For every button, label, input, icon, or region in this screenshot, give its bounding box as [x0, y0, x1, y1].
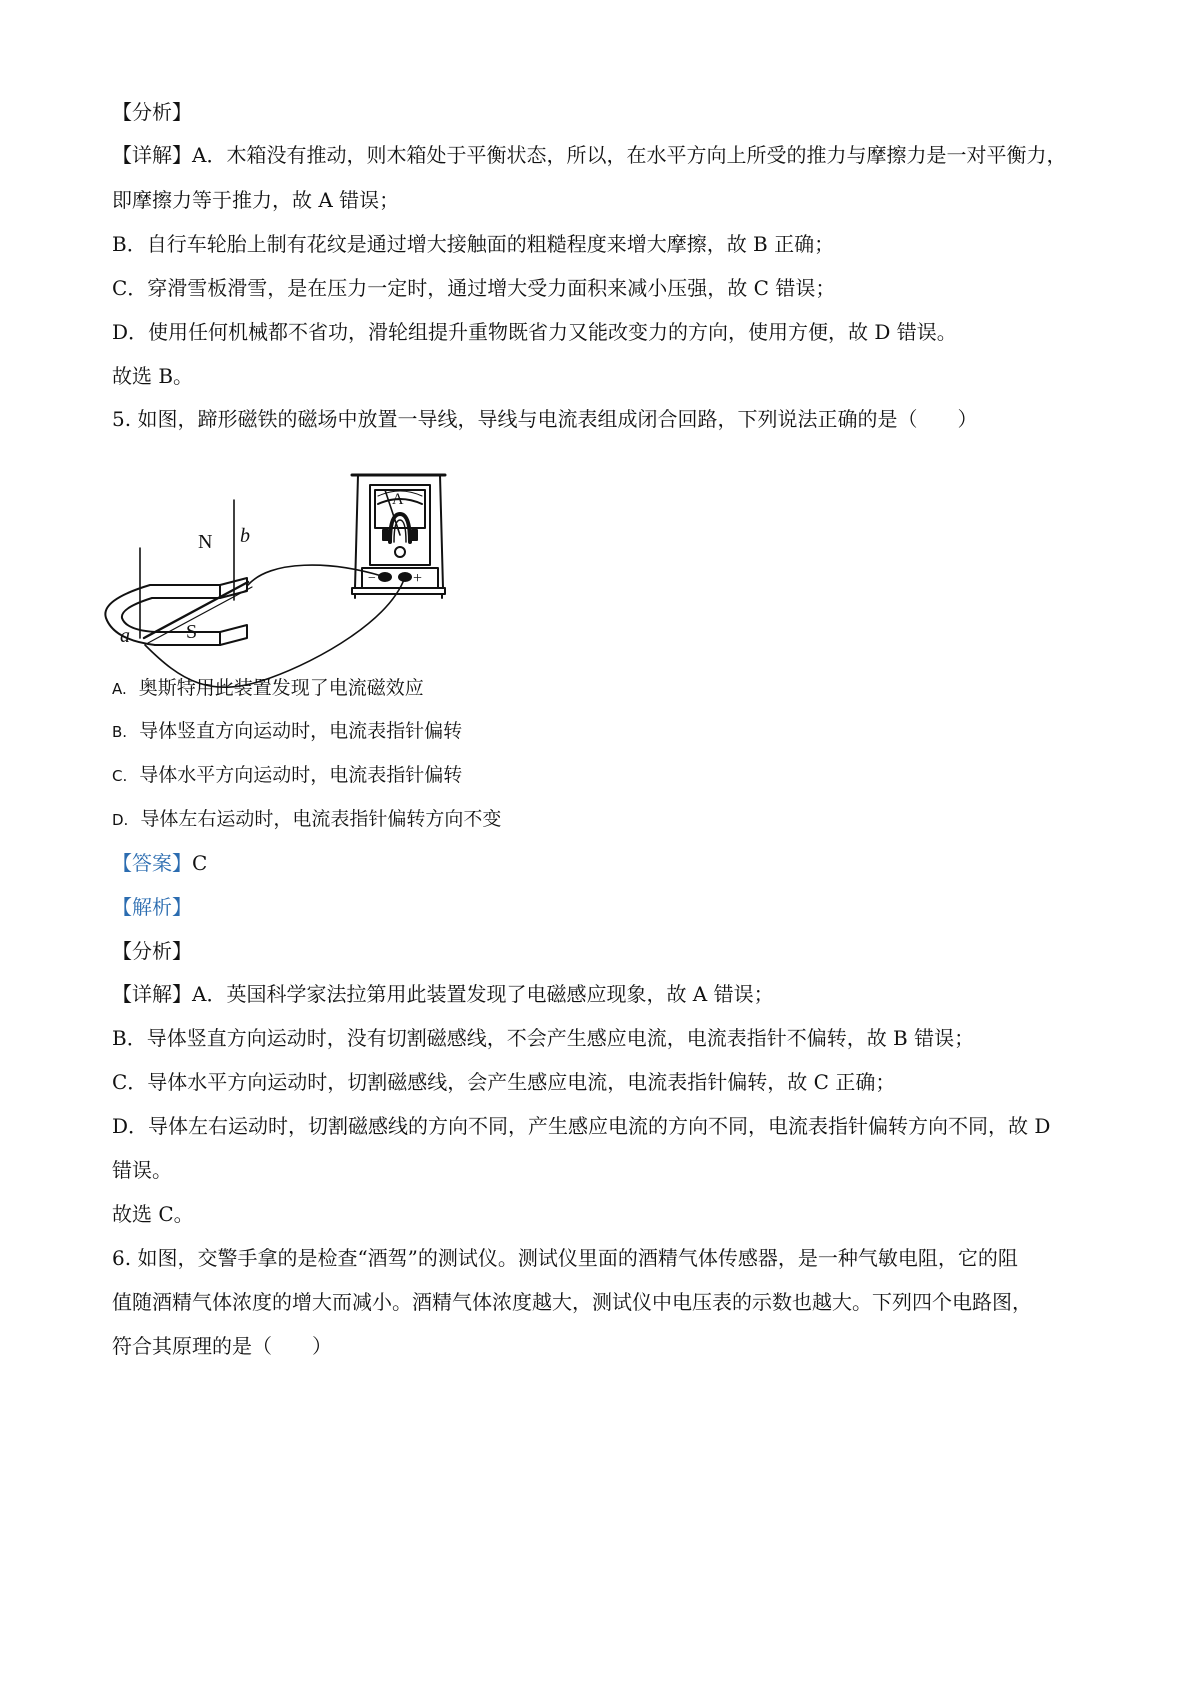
- analysis-heading: 【分析】: [112, 100, 192, 124]
- label-n-pole: N: [198, 531, 213, 553]
- label-s-pole: S: [186, 621, 198, 643]
- option-a-letter: A.: [112, 680, 127, 698]
- option-d-text: 导体左右运动时，电流表指针偏转方向不变: [140, 808, 502, 830]
- answer-line: [112, 849, 207, 877]
- detail-line-a1: 【详解】A．木箱没有推动，则木箱处于平衡状态，所以，在水平方向上所受的推力与摩擦力是一对平衡力，: [112, 143, 1067, 167]
- jiexi-heading: 【解析】: [112, 895, 192, 919]
- label-terminal-minus: −: [368, 571, 376, 586]
- option-d-letter: D.: [112, 811, 129, 829]
- option-b-text: 导体竖直方向运动时，电流表指针偏转: [139, 720, 463, 742]
- q5-choice-line: 故选 C。: [112, 1202, 194, 1226]
- option-c: [112, 761, 462, 790]
- question-5-stem: 5. 如图，蹄形磁铁的磁场中放置一导线，导线与电流表组成闭合回路，下列说法正确的是（ ）: [112, 407, 978, 431]
- detail-line-c: C．穿滑雪板滑雪，是在压力一定时，通过增大受力面积来减小压强，故 C 错误；: [112, 276, 836, 300]
- label-end-a: a: [120, 625, 130, 647]
- option-d: [112, 805, 501, 834]
- q5-detail-b: B．导体竖直方向运动时，没有切割磁感线，不会产生感应电流，电流表指针不偏转，故 B 错误；: [112, 1026, 975, 1050]
- question-6-stem-3: 符合其原理的是（ ）: [112, 1334, 332, 1358]
- q5-analysis-heading: 【分析】: [112, 939, 192, 963]
- choice-line: 故选 B。: [112, 364, 194, 388]
- label-terminal-plus: +: [413, 570, 423, 587]
- answer-value: C: [192, 851, 208, 875]
- q5-detail-c: C．导体水平方向运动时，切割磁感线，会产生感应电流，电流表指针偏转，故 C 正确；: [112, 1070, 896, 1094]
- option-b: [112, 717, 462, 746]
- question-6-stem-2: 值随酒精气体浓度的增大而减小。酒精气体浓度越大，测试仪中电压表的示数也越大。下列四个电路图，: [112, 1290, 1032, 1314]
- option-c-letter: C.: [112, 767, 128, 785]
- q5-detail-a: 【详解】A．英国科学家法拉第用此装置发现了电磁感应现象，故 A 错误；: [112, 982, 774, 1006]
- label-meter-a: A: [392, 491, 404, 508]
- detail-line-b: B．自行车轮胎上制有花纹是通过增大接触面的粗糙程度来增大摩擦，故 B 正确；: [112, 232, 835, 256]
- option-a-text: 奥斯特用此装置发现了电流磁效应: [138, 677, 424, 699]
- q5-detail-d1: D．导体左右运动时，切割磁感线的方向不同，产生感应电流的方向不同，电流表指针偏转方向不同，故 D: [112, 1114, 1051, 1138]
- option-b-letter: B.: [112, 723, 128, 741]
- detail-line-d: D．使用任何机械都不省功，滑轮组提升重物既省力又能改变力的方向，使用方便，故 D 错误。: [112, 320, 957, 344]
- option-a: [112, 674, 424, 703]
- answer-label: 【答案】: [112, 851, 192, 875]
- label-end-b: b: [240, 525, 250, 547]
- option-c-text: 导体水平方向运动时，电流表指针偏转: [139, 764, 463, 786]
- q5-detail-d2: 错误。: [112, 1158, 172, 1182]
- question-6-stem-1: 6. 如图，交警手拿的是检查“酒驾”的测试仪。测试仪里面的酒精气体传感器，是一种气敏电阻，它的阻: [112, 1246, 1018, 1270]
- detail-line-a2: 即摩擦力等于推力，故 A 错误；: [112, 188, 400, 212]
